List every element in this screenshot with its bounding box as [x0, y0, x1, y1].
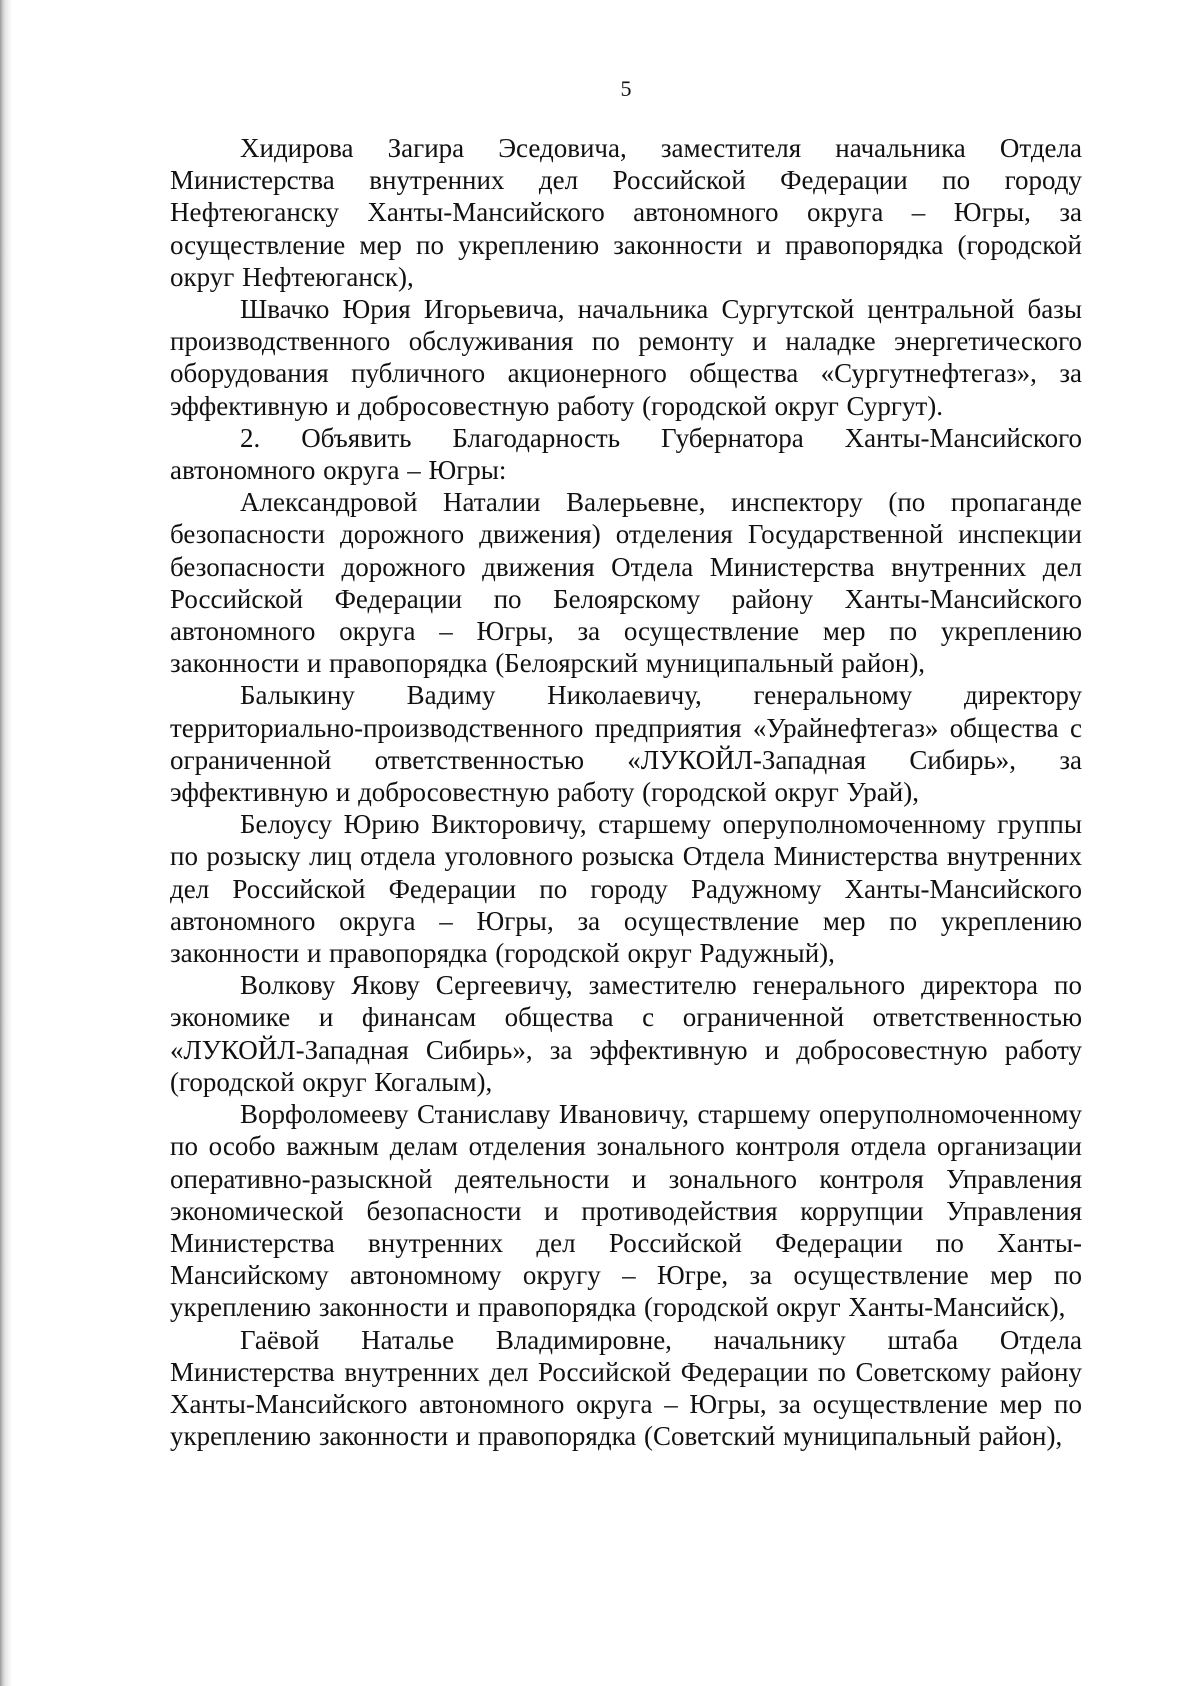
paragraph-balykin: Балыкину Вадиму Николаевичу, генеральному директору территориально-производственного предприятия «Урайнефтегаз» общества с ограниченной ответственностью «ЛУКОЙЛ-Западная Сибирь», за эффективную и добросовестную работу (городской округ Урай), — [170, 680, 1082, 808]
document-body — [170, 132, 1082, 1452]
paragraph-aleksandrova: Александровой Наталии Валерьевне, инспектору (по пропаганде безопасности дорожного движения) отделения Государственной инспекции безопасности дорожного движения Отдела Министерства внутренних дел Российской Федерации по Белоярскому району Ханты-Мансийского автономного округа – Югры, за осуществление мер по укреплению законности и правопорядка (Белоярский муниципальный район), — [170, 487, 1082, 679]
scan-edge — [0, 0, 12, 1686]
paragraph-volkov: Волкову Якову Сергеевичу, заместителю генерального директора по экономике и финансам общества с ограниченной ответственностью «ЛУКОЙЛ-Западная Сибирь», за эффективную и добросовестную работу (городской округ Когалым), — [170, 970, 1082, 1097]
paragraph-khidirov: Хидирова Загира Эседовича, заместителя начальника Отдела Министерства внутренних дел Российской Федерации по городу Нефтеюганску Ханты-Мансийского автономного округа – Югры, за осуществление мер по укреплению законности и правопорядка (городской округ Нефтеюганск), — [170, 133, 1082, 292]
paragraph-gaeva: Гаёвой Наталье Владимировне, начальнику штаба Отдела Министерства внутренних дел Российской Федерации по Советскому району Ханты-Мансийского автономного округа – Югры, за осуществление мер по укреплению законности и правопорядка (Советский муниципальный район), — [170, 1324, 1082, 1452]
paragraph-belous: Белоусу Юрию Викторовичу, старшему оперуполномоченному группы по розыску лиц отдела уголовного розыска Отдела Министерства внутренних дел Российской Федерации по городу Радужному Ханты-Мансийского автономного округа – Югры, за осуществление мер по укреплению законности и правопорядка (городской округ Радужный), — [170, 809, 1082, 969]
paragraph-shvachko: Швачко Юрия Игорьевича, начальника Сургутской центральной базы производственного обслуживания по ремонту и наладке энергетического оборудования публичного акционерного общества «Сургутнефтегаз», за эффективную и добросовестную работу (городской округ Сургут). — [170, 294, 1082, 421]
paragraph-vorfolomeev: Ворфоломееву Станиславу Ивановичу, старшему оперуполномоченному по особо важным делам отделения зонального контроля отдела организации оперативно-разыскной деятельности и зонального контроля Управления экономической безопасности и противодействия коррупции Управления Министерства внутренних дел Российской Федерации по Ханты-Мансийскому автономному округу – Югре, за осуществление мер по укреплению законности и правопорядка (городской округ Ханты-Мансийск), — [170, 1099, 1082, 1323]
page-number: 5 — [620, 76, 632, 101]
paragraph-item-2-heading: 2. Объявить Благодарность Губернатора Ханты-Мансийского автономного округа – Югры: — [170, 422, 1082, 486]
